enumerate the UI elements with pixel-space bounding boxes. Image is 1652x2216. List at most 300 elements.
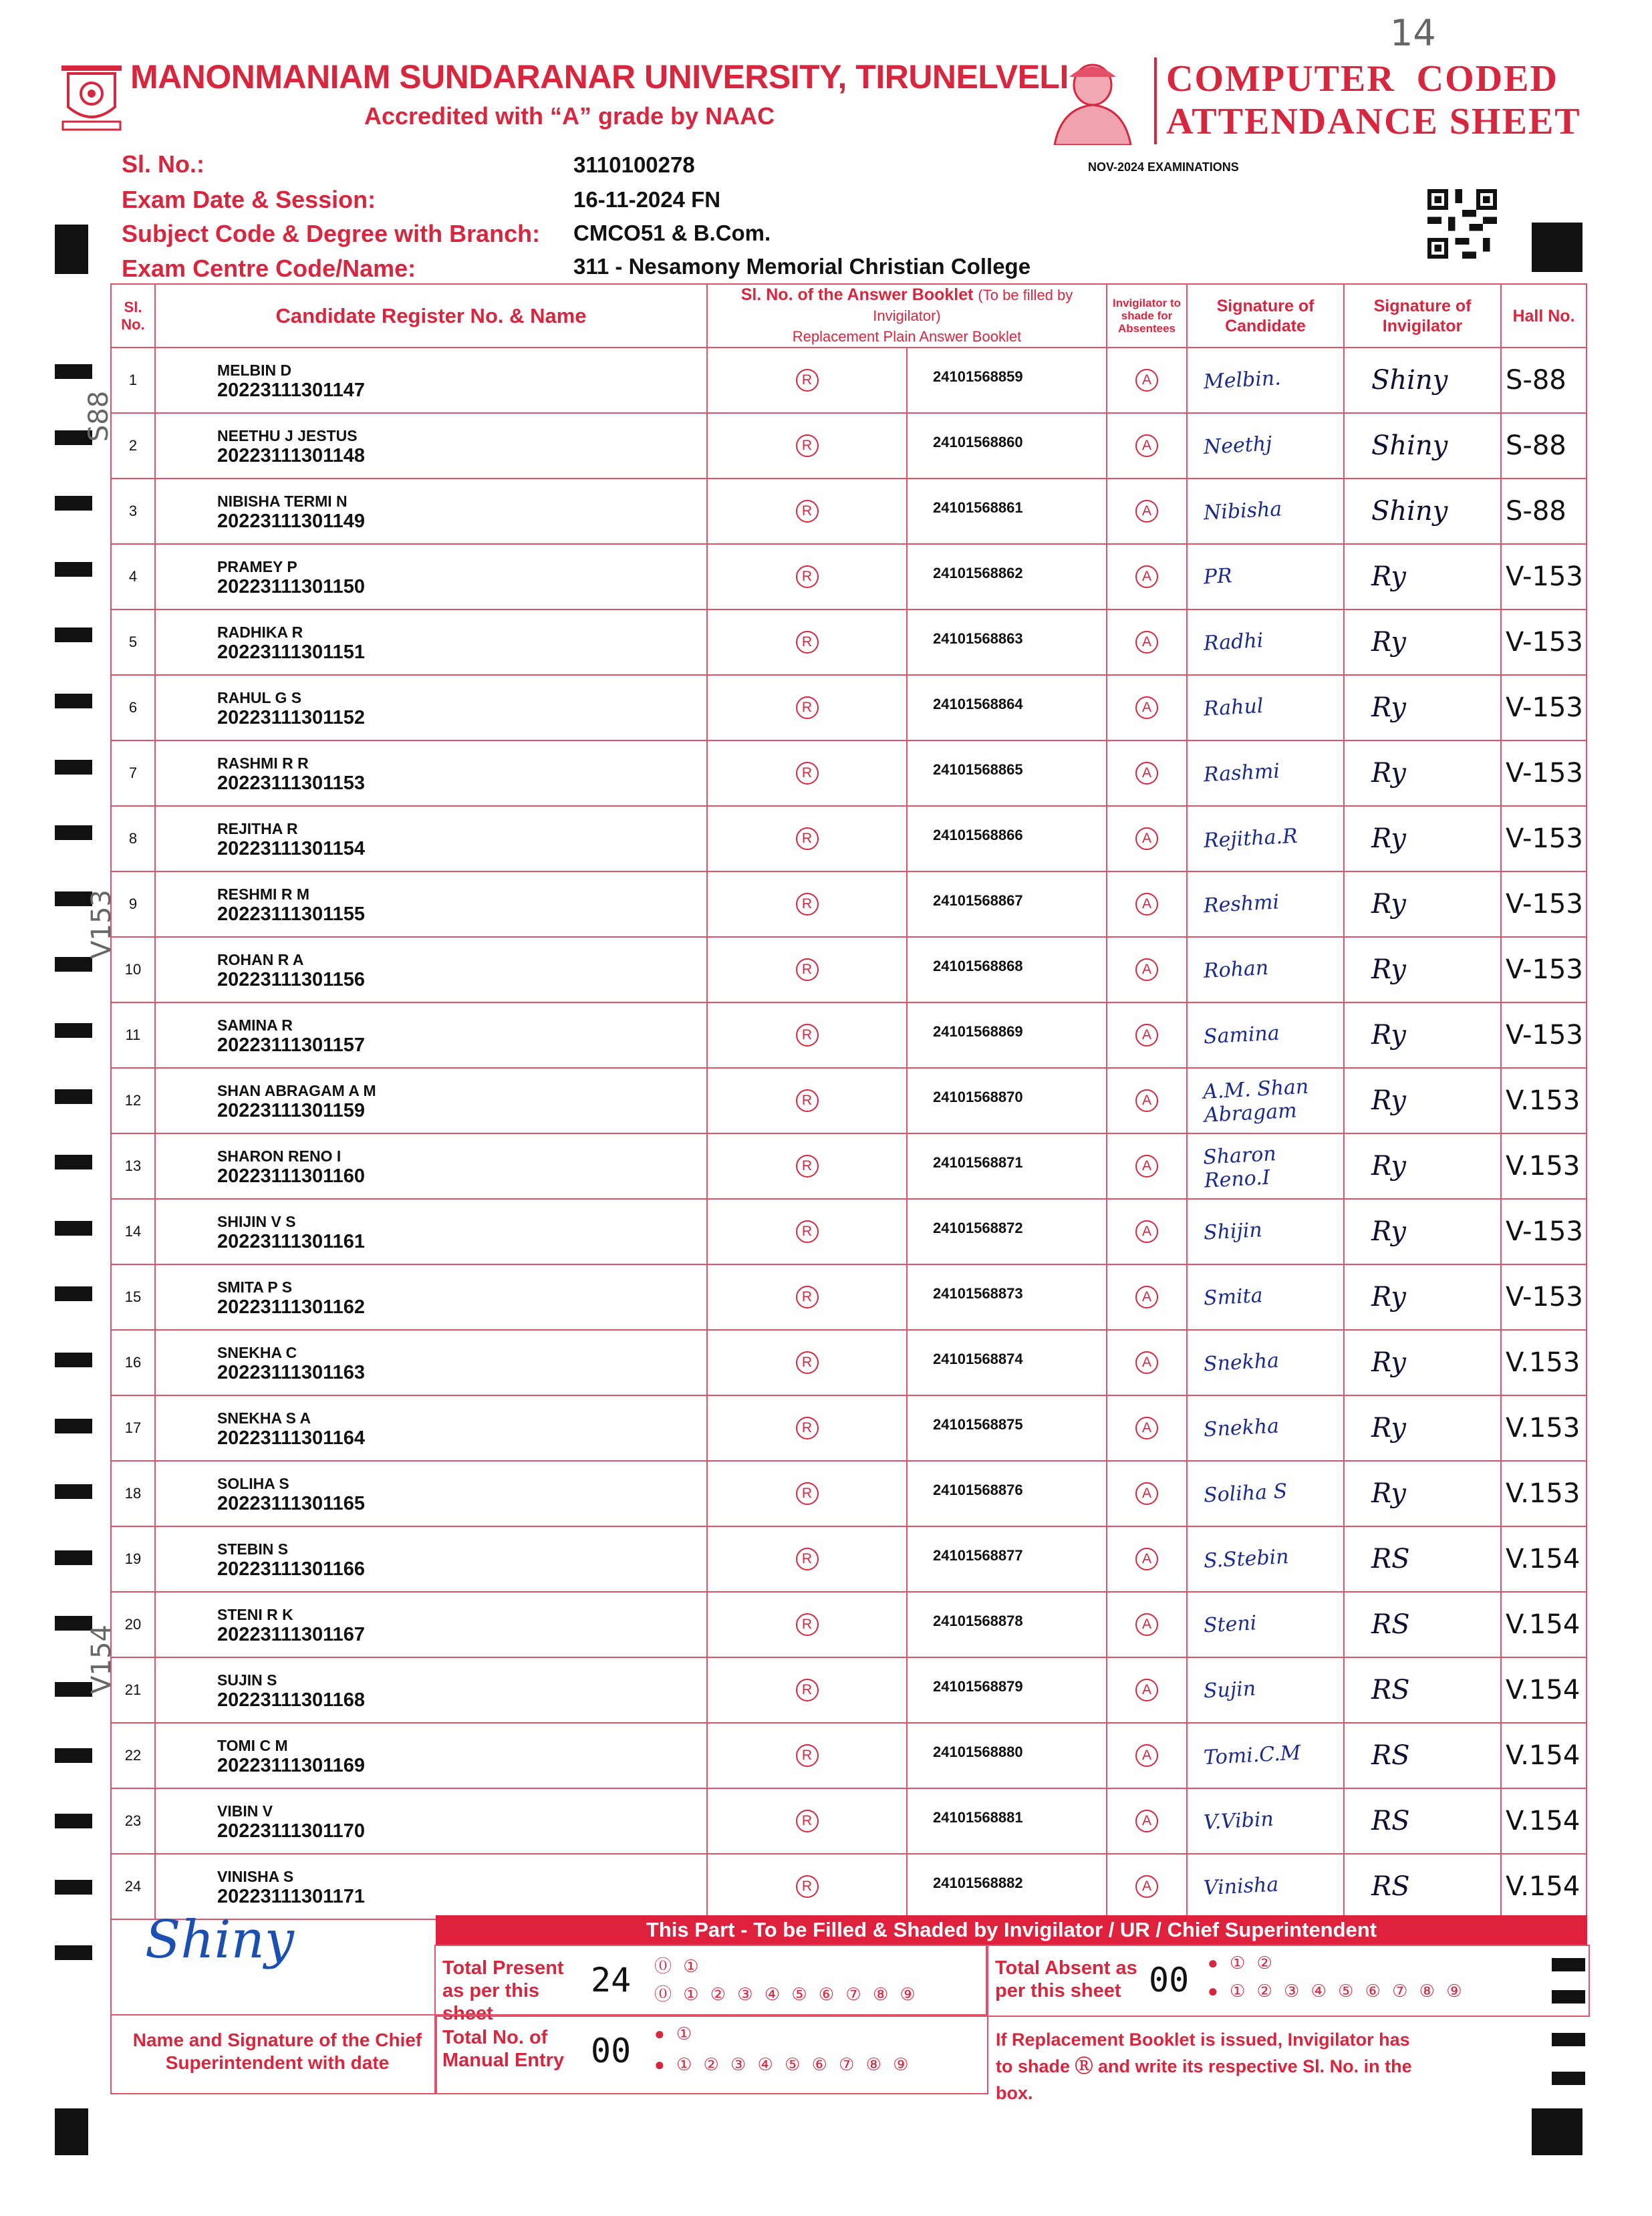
candidate-name: MELBIN D bbox=[217, 362, 292, 379]
hall-number-cell bbox=[1501, 478, 1587, 544]
hall-number-cell bbox=[1501, 1592, 1587, 1657]
candidate-signature: Sujin bbox=[1203, 1676, 1256, 1703]
absentee-bubble-cell[interactable] bbox=[1107, 871, 1187, 937]
timing-mark bbox=[55, 628, 92, 642]
absentee-bubble-icon[interactable]: A bbox=[1135, 1613, 1158, 1636]
register-number: 20223111301148 bbox=[217, 445, 365, 466]
col-candidate: Candidate Register No. & Name bbox=[155, 284, 707, 348]
timing-mark bbox=[55, 1286, 92, 1301]
replacement-bubble-cell[interactable] bbox=[707, 937, 907, 1002]
invigilator-signature: RS bbox=[1371, 1609, 1410, 1640]
candidate-name: SHAN ABRAGAM A M bbox=[217, 1082, 376, 1099]
absentee-bubble-cell[interactable] bbox=[1107, 1657, 1187, 1723]
centre-label: Exam Centre Code/Name: bbox=[122, 255, 416, 282]
row-sl-no: 12 bbox=[111, 1068, 155, 1133]
candidate-signature-cell bbox=[1187, 1657, 1344, 1723]
replacement-bubble-icon[interactable]: R bbox=[796, 827, 819, 850]
booklet-number: 24101568876 bbox=[933, 1482, 1023, 1498]
absentee-bubble-icon[interactable]: A bbox=[1135, 434, 1158, 457]
absentee-bubble-icon[interactable]: A bbox=[1135, 1744, 1158, 1767]
absentee-bubble-cell[interactable] bbox=[1107, 1395, 1187, 1461]
replacement-bubble-icon[interactable]: R bbox=[796, 958, 819, 981]
invigilator-signature-cell bbox=[1344, 544, 1501, 609]
absentee-bubble-icon[interactable]: A bbox=[1135, 1417, 1158, 1439]
candidate-cell bbox=[155, 413, 707, 478]
hall-number: V.154 bbox=[1506, 1871, 1580, 1902]
hall-number-cell bbox=[1501, 675, 1587, 740]
register-number: 20223111301169 bbox=[217, 1755, 365, 1776]
subject-value: CMCO51 & B.Com. bbox=[573, 221, 771, 245]
booklet-number-cell bbox=[907, 1264, 1107, 1330]
absentee-bubble-cell[interactable] bbox=[1107, 478, 1187, 544]
replacement-bubble-icon[interactable]: R bbox=[796, 1810, 819, 1832]
table-row bbox=[111, 1461, 1587, 1526]
absent-tens-rest: ① ② bbox=[1229, 1953, 1276, 1973]
invigilator-signature: Ry bbox=[1371, 889, 1407, 920]
candidate-name: SNEKHA S A bbox=[217, 1409, 311, 1427]
invigilator-signature: Ry bbox=[1371, 1020, 1407, 1051]
hall-number-cell bbox=[1501, 1133, 1587, 1199]
replacement-bubble-icon[interactable]: R bbox=[796, 1548, 819, 1570]
table-row bbox=[111, 413, 1587, 478]
candidate-name: REJITHA R bbox=[217, 820, 298, 837]
booklet-number-cell bbox=[907, 1002, 1107, 1068]
absentee-bubble-icon[interactable]: A bbox=[1135, 1286, 1158, 1308]
candidate-signature: Snekha bbox=[1203, 1413, 1280, 1441]
replacement-bubble-cell[interactable] bbox=[707, 1788, 907, 1854]
booklet-number-cell bbox=[907, 413, 1107, 478]
absentee-bubble-icon[interactable]: A bbox=[1135, 893, 1158, 916]
chief-label-box bbox=[110, 2014, 437, 2094]
replacement-bubble-cell[interactable] bbox=[707, 413, 907, 478]
absentee-bubble-icon[interactable]: A bbox=[1135, 565, 1158, 588]
hall-number-cell bbox=[1501, 1068, 1587, 1133]
row-sl-no: 9 bbox=[111, 871, 155, 937]
register-number: 20223111301163 bbox=[217, 1362, 365, 1383]
row-sl-no: 10 bbox=[111, 937, 155, 1002]
col-sl-no: Sl. No. bbox=[111, 284, 155, 348]
candidate-signature-cell bbox=[1187, 1395, 1344, 1461]
table-row bbox=[111, 937, 1587, 1002]
replacement-bubble-cell[interactable] bbox=[707, 1723, 907, 1788]
candidate-name: SAMINA R bbox=[217, 1016, 293, 1034]
candidate-signature: S.Stebin bbox=[1203, 1544, 1290, 1573]
candidate-signature: V.Vibin bbox=[1203, 1807, 1274, 1834]
replacement-bubble-cell[interactable] bbox=[707, 740, 907, 806]
invigilator-signature-cell bbox=[1344, 609, 1501, 675]
hall-number: V.153 bbox=[1506, 1413, 1580, 1443]
absentee-bubble-cell[interactable] bbox=[1107, 806, 1187, 871]
booklet-number: 24101568875 bbox=[933, 1416, 1023, 1433]
absentee-bubble-icon[interactable]: A bbox=[1135, 1024, 1158, 1047]
replacement-bubble-cell[interactable] bbox=[707, 1199, 907, 1264]
absentee-bubble-cell[interactable] bbox=[1107, 675, 1187, 740]
hall-number-cell bbox=[1501, 740, 1587, 806]
timing-mark bbox=[55, 496, 92, 511]
table-row bbox=[111, 1788, 1587, 1854]
absentee-bubble-icon[interactable]: A bbox=[1135, 696, 1158, 719]
replacement-bubble-icon[interactable]: R bbox=[796, 1155, 819, 1178]
row-sl-no: 24 bbox=[111, 1854, 155, 1919]
table-row bbox=[111, 1657, 1587, 1723]
replacement-bubble-cell[interactable] bbox=[707, 348, 907, 413]
candidate-cell bbox=[155, 871, 707, 937]
row-sl-no: 19 bbox=[111, 1526, 155, 1592]
absentee-bubble-icon[interactable]: A bbox=[1135, 1548, 1158, 1570]
candidate-name: SHIJIN V S bbox=[217, 1213, 296, 1230]
replacement-bubble-cell[interactable] bbox=[707, 1264, 907, 1330]
candidate-signature-cell bbox=[1187, 1788, 1344, 1854]
row-sl-no: 1 bbox=[111, 348, 155, 413]
absentee-bubble-cell[interactable] bbox=[1107, 544, 1187, 609]
replacement-bubble-icon[interactable]: R bbox=[796, 893, 819, 916]
hall-number-cell bbox=[1501, 1526, 1587, 1592]
replacement-bubble-cell[interactable] bbox=[707, 1657, 907, 1723]
replacement-bubble-icon[interactable]: R bbox=[796, 762, 819, 785]
register-number: 20223111301160 bbox=[217, 1165, 365, 1187]
hall-number: V.154 bbox=[1506, 1806, 1580, 1836]
manual-units-bubbles[interactable]: ● ① ② ③ ④ ⑤ ⑥ ⑦ ⑧ ⑨ bbox=[654, 2054, 912, 2074]
timing-mark bbox=[55, 760, 92, 775]
replacement-bubble-icon[interactable]: R bbox=[796, 1744, 819, 1767]
absent-units-bubbles[interactable]: ● ① ② ③ ④ ⑤ ⑥ ⑦ ⑧ ⑨ bbox=[1208, 1981, 1466, 2001]
invigilator-signature-cell bbox=[1344, 1395, 1501, 1461]
absentee-bubble-cell[interactable] bbox=[1107, 609, 1187, 675]
timing-mark bbox=[55, 364, 92, 379]
candidate-signature-cell bbox=[1187, 478, 1344, 544]
replacement-bubble-cell[interactable] bbox=[707, 1592, 907, 1657]
booklet-number: 24101568880 bbox=[933, 1744, 1023, 1760]
candidate-name: SOLIHA S bbox=[217, 1475, 289, 1492]
table-row bbox=[111, 1133, 1587, 1199]
hall-number-cell bbox=[1501, 806, 1587, 871]
replacement-bubble-cell[interactable] bbox=[707, 609, 907, 675]
replacement-bubble-icon[interactable]: R bbox=[796, 369, 819, 392]
candidate-name: RADHIKA R bbox=[217, 624, 303, 641]
replacement-bubble-icon[interactable]: R bbox=[796, 565, 819, 588]
booklet-number-cell bbox=[907, 806, 1107, 871]
invigilator-signature: Shiny bbox=[1371, 496, 1448, 527]
replacement-bubble-cell[interactable] bbox=[707, 478, 907, 544]
row-sl-no: 8 bbox=[111, 806, 155, 871]
margin-note-v154: V154 bbox=[86, 1625, 117, 1694]
table-row bbox=[111, 1592, 1587, 1657]
attendance-table bbox=[110, 283, 1587, 1920]
candidate-cell bbox=[155, 1657, 707, 1723]
present-units-bubbles[interactable]: ⓪ ① ② ③ ④ ⑤ ⑥ ⑦ ⑧ ⑨ bbox=[654, 1984, 919, 2004]
replacement-bubble-icon[interactable]: R bbox=[796, 1875, 819, 1898]
col-sig-invigilator: Signature of Invigilator bbox=[1344, 284, 1501, 348]
absentee-bubble-cell[interactable] bbox=[1107, 1854, 1187, 1919]
invigilator-signature-cell bbox=[1344, 1461, 1501, 1526]
replacement-bubble-cell[interactable] bbox=[707, 1526, 907, 1592]
hall-number: V.154 bbox=[1506, 1609, 1580, 1640]
row-sl-no: 3 bbox=[111, 478, 155, 544]
candidate-signature: Neethj bbox=[1203, 432, 1273, 459]
replacement-bubble-icon[interactable]: R bbox=[796, 1024, 819, 1047]
candidate-cell bbox=[155, 1133, 707, 1199]
absentee-bubble-cell[interactable] bbox=[1107, 1526, 1187, 1592]
replacement-bubble-cell[interactable] bbox=[707, 1461, 907, 1526]
row-sl-no: 16 bbox=[111, 1330, 155, 1395]
absentee-bubble-cell[interactable] bbox=[1107, 740, 1187, 806]
replacement-bubble-icon[interactable]: R bbox=[796, 434, 819, 457]
total-present-box bbox=[434, 1945, 988, 2024]
replacement-bubble-cell[interactable] bbox=[707, 544, 907, 609]
absentee-bubble-cell[interactable] bbox=[1107, 1788, 1187, 1854]
hall-number-cell bbox=[1501, 1002, 1587, 1068]
invigilator-signature-cell bbox=[1344, 1002, 1501, 1068]
absentee-bubble-icon[interactable]: A bbox=[1135, 1089, 1158, 1112]
booklet-number: 24101568861 bbox=[933, 499, 1023, 516]
present-tens-bubbles[interactable]: ⓪ ① bbox=[654, 1956, 702, 1976]
table-row bbox=[111, 348, 1587, 413]
replacement-bubble-icon[interactable]: R bbox=[796, 500, 819, 523]
absentee-bubble-cell[interactable] bbox=[1107, 1723, 1187, 1788]
table-row bbox=[111, 1002, 1587, 1068]
absentee-bubble-icon[interactable]: A bbox=[1135, 1482, 1158, 1505]
total-absent-handwritten: 00 bbox=[1149, 1961, 1190, 1999]
exam-date-label: Exam Date & Session: bbox=[122, 186, 376, 213]
replacement-bubble-icon[interactable]: R bbox=[796, 1351, 819, 1374]
timing-mark bbox=[55, 1880, 92, 1895]
replacement-bubble-cell[interactable] bbox=[707, 1133, 907, 1199]
row-sl-no: 5 bbox=[111, 609, 155, 675]
booklet-number: 24101568867 bbox=[933, 892, 1023, 909]
manual-tens-bubbles[interactable]: ● ① bbox=[654, 2024, 696, 2044]
hall-number-cell bbox=[1501, 1395, 1587, 1461]
register-number: 20223111301167 bbox=[217, 1624, 365, 1645]
register-number: 20223111301171 bbox=[217, 1886, 365, 1907]
table-row bbox=[111, 1264, 1587, 1330]
invigilator-signature: Ry bbox=[1371, 1085, 1407, 1116]
total-absent-label: Total Absent as per this sheet bbox=[995, 1957, 1137, 2001]
replacement-bubble-cell[interactable] bbox=[707, 1002, 907, 1068]
absentee-bubble-cell[interactable] bbox=[1107, 1330, 1187, 1395]
invigilator-signature-cell bbox=[1344, 1592, 1501, 1657]
register-number: 20223111301153 bbox=[217, 773, 365, 794]
row-sl-no: 15 bbox=[111, 1264, 155, 1330]
hall-number-cell bbox=[1501, 1657, 1587, 1723]
booklet-number: 24101568859 bbox=[933, 368, 1023, 385]
university-name: MANONMANIAM SUNDARANAR UNIVERSITY, TIRUNELVELI bbox=[130, 58, 1069, 96]
register-number: 20223111301170 bbox=[217, 1820, 365, 1842]
absentee-bubble-icon[interactable]: A bbox=[1135, 1679, 1158, 1701]
exam-session-label: NOV-2024 EXAMINATIONS bbox=[1088, 160, 1239, 174]
booklet-number: 24101568868 bbox=[933, 958, 1023, 974]
chief-superintendent-label: Name and Signature of the Chief Superintendent with date bbox=[132, 2030, 422, 2073]
replacement-bubble-cell[interactable] bbox=[707, 675, 907, 740]
absentee-bubble-cell[interactable] bbox=[1107, 1002, 1187, 1068]
absentee-bubble-icon[interactable]: A bbox=[1135, 762, 1158, 785]
candidate-cell bbox=[155, 1723, 707, 1788]
hall-number: V-153 bbox=[1506, 1020, 1583, 1051]
register-number: 20223111301147 bbox=[217, 380, 365, 401]
invigilator-signature-cell bbox=[1344, 1264, 1501, 1330]
absentee-bubble-cell[interactable] bbox=[1107, 348, 1187, 413]
hall-number-cell bbox=[1501, 544, 1587, 609]
invigilator-signature-cell bbox=[1344, 348, 1501, 413]
replacement-bubble-cell[interactable] bbox=[707, 1068, 907, 1133]
candidate-signature-cell bbox=[1187, 348, 1344, 413]
replacement-bubble-cell[interactable] bbox=[707, 806, 907, 871]
hall-number: V.154 bbox=[1506, 1740, 1580, 1771]
timing-mark bbox=[55, 1023, 92, 1038]
replacement-bubble-icon[interactable]: R bbox=[796, 631, 819, 654]
invigilator-signature-cell bbox=[1344, 1199, 1501, 1264]
invigilator-signature-cell bbox=[1344, 1657, 1501, 1723]
replacement-bubble-icon[interactable]: R bbox=[796, 1417, 819, 1439]
row-sl-no: 18 bbox=[111, 1461, 155, 1526]
row-sl-no: 23 bbox=[111, 1788, 155, 1854]
booklet-number-cell bbox=[907, 1330, 1107, 1395]
candidate-signature-cell bbox=[1187, 1264, 1344, 1330]
sheet-title-line2: ATTENDANCE SHEET bbox=[1166, 101, 1581, 142]
register-number: 20223111301161 bbox=[217, 1231, 365, 1252]
booklet-header-main: Sl. No. of the Answer Booklet bbox=[740, 285, 974, 304]
booklet-header-replacement: Replacement Plain Answer Booklet bbox=[792, 328, 1022, 345]
row-sl-no: 14 bbox=[111, 1199, 155, 1264]
replacement-bubble-cell[interactable] bbox=[707, 1395, 907, 1461]
hall-number: V.154 bbox=[1506, 1675, 1580, 1705]
candidate-signature: Rashmi bbox=[1203, 758, 1280, 787]
absentee-bubble-icon[interactable]: A bbox=[1135, 1875, 1158, 1898]
absentee-bubble-cell[interactable] bbox=[1107, 1068, 1187, 1133]
replacement-note: If Replacement Booklet is issued, Invigilator has to shade Ⓡ and write its respective Sl. No. in the box. bbox=[996, 2030, 1412, 2103]
col-booklet bbox=[707, 284, 1107, 348]
footer-banner: This Part - To be Filled & Shaded by Invigilator / UR / Chief Superintendent bbox=[436, 1915, 1587, 1945]
replacement-bubble-cell[interactable] bbox=[707, 1854, 907, 1919]
manual-entry-box bbox=[434, 2014, 988, 2094]
row-sl-no: 13 bbox=[111, 1133, 155, 1199]
hall-number: V-153 bbox=[1506, 889, 1583, 920]
invigilator-signature: Ry bbox=[1371, 1347, 1407, 1378]
hall-number-cell bbox=[1501, 1723, 1587, 1788]
absentee-bubble-cell[interactable] bbox=[1107, 1461, 1187, 1526]
candidate-cell bbox=[155, 1461, 707, 1526]
candidate-name: ROHAN R A bbox=[217, 951, 304, 968]
candidate-signature-cell bbox=[1187, 1592, 1344, 1657]
total-present-label: Total Present as per this sheet bbox=[442, 1957, 564, 2024]
candidate-name: PRAMEY P bbox=[217, 558, 297, 575]
register-number: 20223111301164 bbox=[217, 1427, 365, 1449]
replacement-bubble-cell[interactable] bbox=[707, 871, 907, 937]
candidate-cell bbox=[155, 478, 707, 544]
replacement-bubble-icon[interactable]: R bbox=[796, 1286, 819, 1308]
timing-mark bbox=[55, 1353, 92, 1367]
candidate-cell bbox=[155, 1199, 707, 1264]
replacement-bubble-icon[interactable]: R bbox=[796, 1220, 819, 1243]
manual-units-rest: ① ② ③ ④ ⑤ ⑥ ⑦ ⑧ ⑨ bbox=[676, 2054, 912, 2074]
replacement-bubble-icon[interactable]: R bbox=[796, 1613, 819, 1636]
table-row bbox=[111, 544, 1587, 609]
absentee-bubble-icon[interactable]: A bbox=[1135, 827, 1158, 850]
booklet-number: 24101568878 bbox=[933, 1613, 1023, 1629]
accreditation-text: Accredited with “A” grade by NAAC bbox=[364, 102, 775, 130]
hall-number-cell bbox=[1501, 871, 1587, 937]
table-row bbox=[111, 1526, 1587, 1592]
replacement-bubble-icon[interactable]: R bbox=[796, 1482, 819, 1505]
candidate-signature-cell bbox=[1187, 740, 1344, 806]
absentee-bubble-icon[interactable]: A bbox=[1135, 1351, 1158, 1374]
absentee-bubble-cell[interactable] bbox=[1107, 413, 1187, 478]
invigilator-signature: Ry bbox=[1371, 1216, 1407, 1247]
hall-number: V-153 bbox=[1506, 627, 1583, 658]
replacement-bubble-cell[interactable] bbox=[707, 1330, 907, 1395]
chief-signature-box bbox=[110, 1910, 436, 2016]
table-row bbox=[111, 1395, 1587, 1461]
candidate-name: STENI R K bbox=[217, 1606, 293, 1623]
absentee-bubble-icon[interactable]: A bbox=[1135, 958, 1158, 981]
invigilator-signature: RS bbox=[1371, 1740, 1410, 1771]
timing-mark bbox=[55, 1484, 92, 1499]
candidate-cell bbox=[155, 1526, 707, 1592]
candidate-signature: Shijin bbox=[1203, 1218, 1263, 1245]
hall-number: V.153 bbox=[1506, 1478, 1580, 1509]
candidate-signature-cell bbox=[1187, 1526, 1344, 1592]
candidate-signature: Rahul bbox=[1203, 694, 1264, 721]
absentee-bubble-icon[interactable]: A bbox=[1135, 369, 1158, 392]
candidate-signature-cell bbox=[1187, 871, 1344, 937]
absentee-bubble-cell[interactable] bbox=[1107, 1199, 1187, 1264]
replacement-bubble-icon[interactable]: R bbox=[796, 1679, 819, 1701]
candidate-signature-cell bbox=[1187, 675, 1344, 740]
booklet-number: 24101568866 bbox=[933, 827, 1023, 843]
candidate-name: TOMI C M bbox=[217, 1737, 288, 1754]
hall-number-cell bbox=[1501, 609, 1587, 675]
timing-mark bbox=[55, 1748, 92, 1763]
invigilator-signature: Ry bbox=[1371, 561, 1407, 592]
absentee-bubble-cell[interactable] bbox=[1107, 1264, 1187, 1330]
candidate-name: RASHMI R R bbox=[217, 754, 309, 772]
absentee-bubble-icon[interactable]: A bbox=[1135, 631, 1158, 654]
table-row bbox=[111, 1330, 1587, 1395]
invigilator-signature-cell bbox=[1344, 413, 1501, 478]
absentee-bubble-cell[interactable] bbox=[1107, 937, 1187, 1002]
col-hall-no: Hall No. bbox=[1501, 284, 1587, 348]
page-number-handwritten: 14 bbox=[1390, 12, 1436, 54]
register-number: 20223111301154 bbox=[217, 838, 365, 859]
absentee-bubble-cell[interactable] bbox=[1107, 1133, 1187, 1199]
table-row bbox=[111, 1199, 1587, 1264]
table-row bbox=[111, 740, 1587, 806]
absentee-bubble-icon[interactable]: A bbox=[1135, 1155, 1158, 1178]
hall-number: V-153 bbox=[1506, 1282, 1583, 1312]
hall-number: V.153 bbox=[1506, 1151, 1580, 1182]
candidate-signature: Steni bbox=[1203, 1611, 1258, 1637]
candidate-signature-cell bbox=[1187, 1854, 1344, 1919]
replacement-bubble-icon[interactable]: R bbox=[796, 696, 819, 719]
absentee-bubble-icon[interactable]: A bbox=[1135, 1220, 1158, 1243]
candidate-signature: Snekha bbox=[1203, 1348, 1280, 1376]
absentee-bubble-cell[interactable] bbox=[1107, 1592, 1187, 1657]
candidate-name: RESHMI R M bbox=[217, 885, 309, 903]
absentee-bubble-icon[interactable]: A bbox=[1135, 1810, 1158, 1832]
university-logo bbox=[55, 61, 128, 142]
col-sig-candidate: Signature of Candidate bbox=[1187, 284, 1344, 348]
booklet-number: 24101568881 bbox=[933, 1809, 1023, 1826]
absentee-bubble-icon[interactable]: A bbox=[1135, 500, 1158, 523]
candidate-name: RAHUL G S bbox=[217, 689, 302, 706]
invigilator-signature: Ry bbox=[1371, 1478, 1407, 1509]
absent-tens-bubbles[interactable]: ● ① ② bbox=[1208, 1953, 1276, 1973]
candidate-name: SNEKHA C bbox=[217, 1344, 297, 1361]
hall-number: V.154 bbox=[1506, 1544, 1580, 1574]
invigilator-signature: RS bbox=[1371, 1806, 1410, 1836]
hall-number-cell bbox=[1501, 348, 1587, 413]
replacement-bubble-icon[interactable]: R bbox=[796, 1089, 819, 1112]
invigilator-signature-cell bbox=[1344, 1330, 1501, 1395]
